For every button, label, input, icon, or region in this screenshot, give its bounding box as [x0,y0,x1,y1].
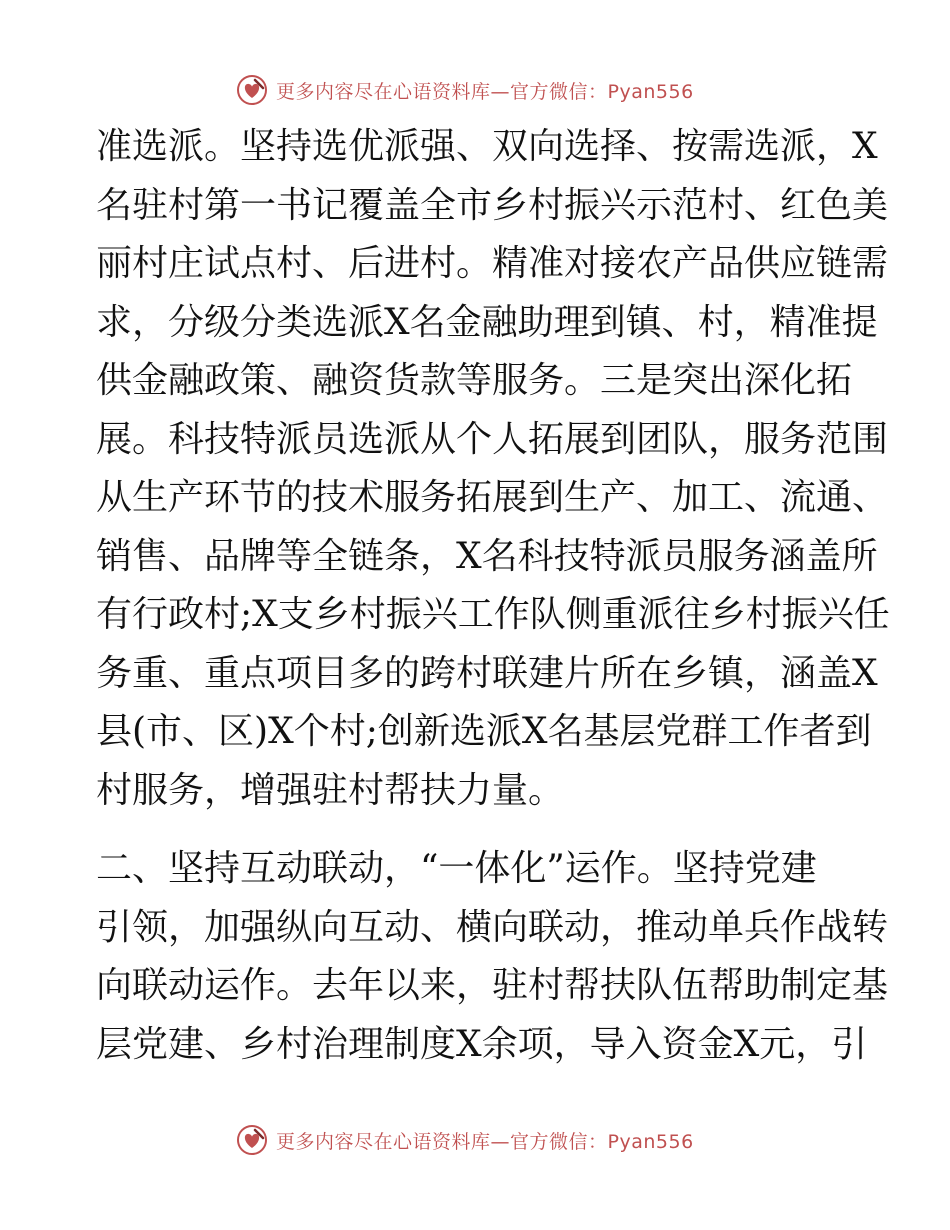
text-line: 展。科技特派员选派从个人拓展到团队，服务范围 [96,418,889,460]
paragraph-1 [96,118,890,820]
text-line: 丽村庄试点村、后进村。精准对接农产品供应链需 [96,243,889,284]
watermark-footer [236,1122,706,1158]
text-line: 名驻村第一书记覆盖全市乡村振兴示范村、红色美 [96,184,889,226]
heart-pen-logo-icon [236,1124,268,1156]
text-line: 务重、重点项目多的跨村联建片所在乡镇，涵盖X [96,652,878,694]
heart-pen-logo-icon [236,74,268,106]
text-line: 二、坚持互动联动，“一体化”运作。坚持党建 [96,848,817,889]
text-line: 准选派。坚持选优派强、双向选择、按需选派，X [96,126,878,167]
document-body [96,118,890,1074]
text-line: 销售、品牌等全链条，X名科技特派员服务涵盖所 [96,535,878,577]
watermark-header [236,72,706,108]
text-line: 从生产环节的技术服务拓展到生产、加工、流通、 [96,477,889,518]
watermark-text: 更多内容尽在心语资料库—官方微信：Pyan556 [276,80,694,103]
watermark-text: 更多内容尽在心语资料库—官方微信：Pyan556 [276,1130,694,1153]
text-line: 求，分级分类选派X名金融助理到镇、村，精准提 [96,301,878,343]
text-line: 向联动运作。去年以来，驻村帮扶队伍帮助制定基 [96,965,889,1006]
text-line: 有行政村;X支乡村振兴工作队侧重派往乡村振兴任 [96,594,890,635]
paragraph-2 [96,840,889,1074]
text-line: 供金融政策、融资货款等服务。三是突出深化拓 [96,360,853,401]
text-line: 县(市、区)X个村;创新选派X名基层党群工作者到 [96,711,872,752]
text-line: 引领，加强纵向互动、横向联动，推动单兵作战转 [96,906,889,948]
text-line: 村服务，增强驻村帮扶力量。 [96,769,565,811]
text-line: 层党建、乡村治理制度X余项，导入资金X元，引 [96,1023,868,1065]
paragraph-spacer [96,820,866,840]
